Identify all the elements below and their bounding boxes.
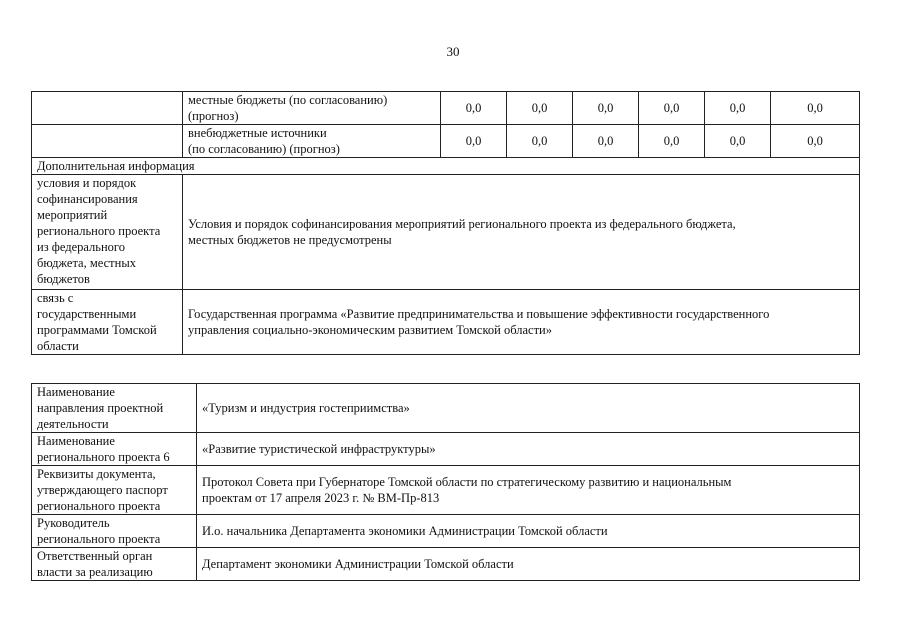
text-line: «Развитие туристической инфраструктуры» bbox=[202, 442, 436, 456]
text-line: регионального проекта bbox=[37, 532, 161, 546]
row-label-cell bbox=[32, 125, 183, 158]
page-number: 30 bbox=[446, 44, 460, 59]
text-line: регионального проекта bbox=[37, 224, 161, 238]
text-line: деятельности bbox=[37, 417, 109, 431]
passport-label-cell bbox=[32, 515, 197, 548]
info-label-cell bbox=[32, 290, 183, 355]
table-row bbox=[32, 548, 860, 581]
section-header: Дополнительная информация bbox=[32, 158, 860, 175]
text-line: власти за реализацию bbox=[37, 565, 153, 579]
value-cell: 0,0 bbox=[705, 125, 771, 158]
passport-label-cell bbox=[32, 433, 197, 466]
funding-source-cell bbox=[183, 125, 441, 158]
value-cell: 0,0 bbox=[573, 125, 639, 158]
text-line: регионального проекта 6 bbox=[37, 450, 170, 464]
text-line: утверждающего паспорт bbox=[37, 483, 168, 497]
passport-value-cell bbox=[197, 515, 860, 548]
text-line: регионального проекта bbox=[37, 499, 161, 513]
project-passport-table bbox=[31, 383, 860, 581]
value-cell: 0,0 bbox=[441, 125, 507, 158]
table-row bbox=[32, 92, 860, 125]
section-header-row bbox=[32, 158, 860, 175]
text-line: бюджетов bbox=[37, 272, 90, 286]
value-cell: 0,0 bbox=[507, 125, 573, 158]
text-line: управления социально-экономическим развитием Томской области» bbox=[188, 323, 553, 337]
text-line: из федерального bbox=[37, 240, 125, 254]
info-value-cell bbox=[183, 175, 860, 290]
text-line: внебюджетные источники bbox=[188, 126, 327, 140]
text-line: области bbox=[37, 339, 79, 353]
text-line: связь с bbox=[37, 291, 74, 305]
value-cell: 0,0 bbox=[771, 125, 860, 158]
value-cell: 0,0 bbox=[639, 92, 705, 125]
text-line: Условия и порядок софинансирования мероприятий регионального проекта из федерального бюджета, bbox=[188, 217, 736, 231]
text-line: условия и порядок bbox=[37, 176, 137, 190]
passport-value-cell bbox=[197, 433, 860, 466]
text-line: софинансирования bbox=[37, 192, 138, 206]
text-line: «Туризм и индустрия гостеприимства» bbox=[202, 401, 410, 415]
passport-label-cell bbox=[32, 548, 197, 581]
text-line: Наименование bbox=[37, 434, 115, 448]
text-line: государственными bbox=[37, 307, 137, 321]
passport-value-cell bbox=[197, 466, 860, 515]
text-line: программами Томской bbox=[37, 323, 157, 337]
table-row bbox=[32, 175, 860, 290]
value-cell: 0,0 bbox=[639, 125, 705, 158]
text-line: (по согласованию) (прогноз) bbox=[188, 142, 340, 156]
text-line: И.о. начальника Департамента экономики Администрации Томской области bbox=[202, 524, 608, 538]
text-line: Наименование bbox=[37, 385, 115, 399]
text-line: Руководитель bbox=[37, 516, 110, 530]
funding-source-cell bbox=[183, 92, 441, 125]
text-line: местные бюджеты (по согласованию) bbox=[188, 93, 388, 107]
text-line: бюджета, местных bbox=[37, 256, 136, 270]
info-label-cell bbox=[32, 175, 183, 290]
value-cell: 0,0 bbox=[441, 92, 507, 125]
value-cell: 0,0 bbox=[771, 92, 860, 125]
table-row bbox=[32, 290, 860, 355]
table-row bbox=[32, 466, 860, 515]
value-cell: 0,0 bbox=[705, 92, 771, 125]
financing-table bbox=[31, 91, 860, 355]
text-line: Протокол Совета при Губернаторе Томской области по стратегическому развитию и национальным bbox=[202, 475, 732, 489]
row-label-cell bbox=[32, 92, 183, 125]
text-line: Реквизиты документа, bbox=[37, 467, 156, 481]
value-cell: 0,0 bbox=[573, 92, 639, 125]
text-line: местных бюджетов не предусмотрены bbox=[188, 233, 392, 247]
table-row bbox=[32, 515, 860, 548]
text-line: направления проектной bbox=[37, 401, 164, 415]
text-line: мероприятий bbox=[37, 208, 108, 222]
text-line: Департамент экономики Администрации Томской области bbox=[202, 557, 514, 571]
info-value-cell bbox=[183, 290, 860, 355]
text-line: проектам от 17 апреля 2023 г. № ВМ-Пр-813 bbox=[202, 491, 440, 505]
passport-value-cell bbox=[197, 548, 860, 581]
passport-label-cell bbox=[32, 384, 197, 433]
table-row bbox=[32, 433, 860, 466]
text-line: Государственная программа «Развитие предпринимательства и повышение эффективности государственного bbox=[188, 307, 770, 321]
passport-label-cell bbox=[32, 466, 197, 515]
table-row bbox=[32, 384, 860, 433]
passport-value-cell bbox=[197, 384, 860, 433]
text-line: Ответственный орган bbox=[37, 549, 153, 563]
value-cell: 0,0 bbox=[507, 92, 573, 125]
text-line: (прогноз) bbox=[188, 109, 239, 123]
table-row bbox=[32, 125, 860, 158]
